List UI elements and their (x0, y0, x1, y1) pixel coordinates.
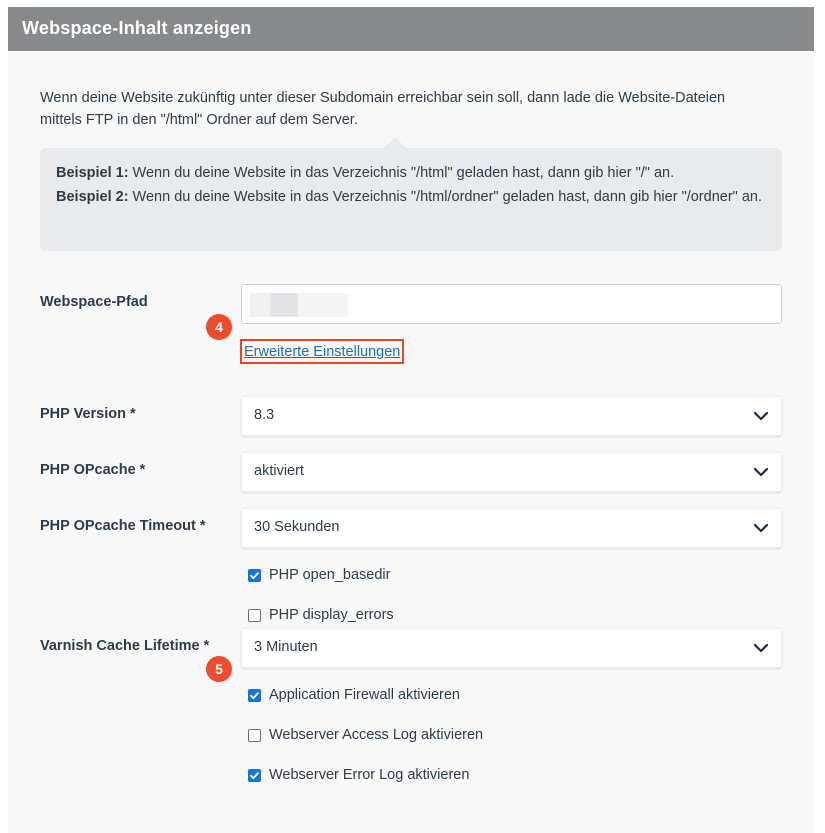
webspace-path-label: Webspace-Pfad (40, 294, 148, 310)
php-opcache-value: aktiviert (254, 463, 304, 479)
php-opcache-label: PHP OPcache * (40, 462, 146, 478)
checkbox-checked[interactable] (248, 569, 261, 582)
php-opcache-timeout-select[interactable] (241, 508, 782, 548)
php-version-value: 8.3 (254, 407, 275, 423)
chevron-down-icon (753, 464, 769, 480)
application-firewall-label: Application Firewall aktivieren (269, 687, 460, 703)
webspace-path-input[interactable] (241, 284, 782, 324)
panel-title: Webspace-Inhalt anzeigen (22, 18, 252, 38)
php-opcache-select[interactable] (241, 452, 782, 492)
example-box (40, 148, 782, 251)
checkbox-checked[interactable] (248, 769, 261, 782)
panel-header (8, 7, 814, 51)
chevron-down-icon (753, 408, 769, 424)
redacted-value (298, 293, 348, 317)
check-icon (249, 770, 260, 781)
example-2 (56, 186, 771, 208)
chevron-down-icon (753, 520, 769, 536)
varnish-cache-value: 3 Minuten (254, 639, 318, 655)
php-version-label: PHP Version * (40, 406, 136, 422)
example-1-text: Wenn du deine Website in das Verzeichnis "/html" geladen hast, dann gib hier "/" an. (128, 165, 675, 181)
check-icon (249, 690, 260, 701)
chevron-down-icon (753, 640, 769, 656)
php-open-basedir-label: PHP open_basedir (269, 567, 391, 583)
php-opcache-timeout-label: PHP OPcache Timeout * (40, 518, 206, 534)
example-2-label: Beispiel 2: (56, 189, 129, 205)
redacted-value (250, 293, 270, 317)
check-icon (249, 570, 260, 581)
php-opcache-timeout-value: 30 Sekunden (254, 519, 340, 535)
advanced-settings-link[interactable]: Erweiterte Einstellungen (240, 339, 404, 364)
checkbox-checked[interactable] (248, 689, 261, 702)
php-version-select[interactable] (241, 396, 782, 436)
access-log-label: Webserver Access Log aktivieren (269, 727, 484, 743)
example-2-text: Wenn du deine Website in das Verzeichnis "/html/ordner" geladen hast, dann gib hier "/ordner" an. (128, 189, 762, 205)
example-1-label: Beispiel 1: (56, 165, 129, 181)
intro-text: Wenn deine Website zukünftig unter dieser Subdomain erreichbar sein soll, dann lade die Website-Dateien mittels FTP in den "/html" Ordner auf dem Server. (40, 90, 726, 128)
varnish-cache-select[interactable] (241, 628, 782, 668)
webspace-panel (8, 7, 814, 833)
varnish-cache-label: Varnish Cache Lifetime * (40, 638, 210, 654)
error-log-label: Webserver Error Log aktivieren (269, 767, 470, 783)
example-1 (56, 162, 771, 184)
php-display-errors-label: PHP display_errors (269, 607, 394, 623)
checkbox-unchecked[interactable] (248, 729, 261, 742)
checkbox-unchecked[interactable] (248, 609, 261, 622)
redacted-value (270, 293, 298, 317)
step-badge-4: 4 (206, 314, 232, 340)
step-badge-5: 5 (206, 656, 232, 682)
